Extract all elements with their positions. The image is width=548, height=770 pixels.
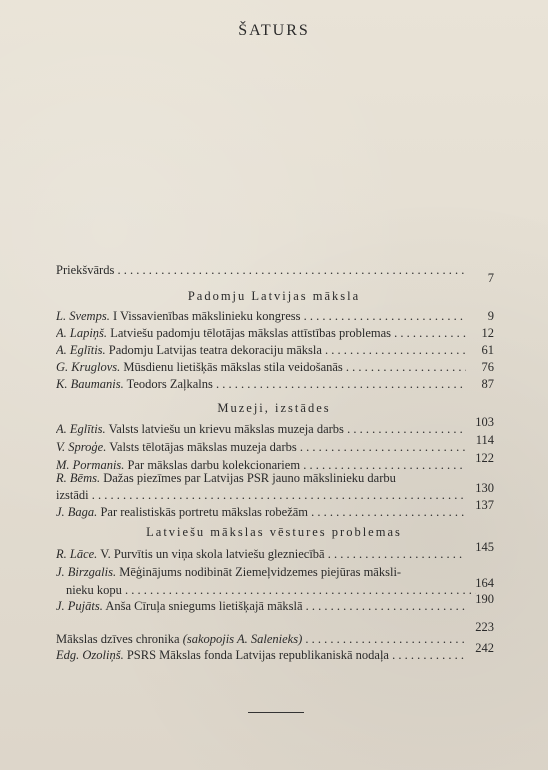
toc-entry-line xyxy=(56,564,401,580)
toc-entry-text xyxy=(56,359,466,375)
toc-entry-author: R. Lāce. xyxy=(56,547,98,561)
toc-entry-text xyxy=(56,582,476,598)
toc-entry-title: Par mākslas darbu kolekcionariem xyxy=(127,458,301,472)
toc-entry-text xyxy=(56,631,466,647)
toc-entry-author: K. Baumanis. xyxy=(56,377,124,391)
toc-page-number: 122 xyxy=(475,451,494,465)
toc-entry-text xyxy=(56,439,466,455)
toc-entry-author: G. Kruglovs. xyxy=(56,360,121,374)
toc-entry-author: R. Bēms. xyxy=(56,471,101,485)
toc-entry-title: Valsts latviešu un krievu mākslas muzeja darbs xyxy=(108,422,344,436)
toc-entry-text xyxy=(56,262,466,278)
toc-page-number: 9 xyxy=(487,309,494,323)
toc-entry-author: J. Birzgalis. xyxy=(56,565,117,579)
toc-entry xyxy=(56,592,494,614)
page-title: ŠATURS xyxy=(238,22,310,39)
toc-entry-text xyxy=(56,647,466,663)
toc-page-number: 61 xyxy=(481,343,494,357)
toc-page-number: 164 xyxy=(475,576,494,590)
toc-entry-title: Teodors Zaļkalns xyxy=(126,377,213,391)
toc-entry xyxy=(56,325,494,341)
toc-page-number: 190 xyxy=(475,592,494,606)
toc-page-number: 7 xyxy=(487,271,494,285)
section-heading: Muzeji, izstādes xyxy=(217,401,331,415)
toc-entry-title-continued: nieku kopu xyxy=(66,583,122,597)
toc-entry xyxy=(56,308,494,324)
toc-entry-note: (sakopojis A. Salenieks) xyxy=(182,632,303,646)
toc-entry xyxy=(56,620,494,647)
toc-entry-title: Mēģinājums nodibināt Ziemeļvidzemes piejūras māksli- xyxy=(119,565,402,579)
toc-entry-text xyxy=(56,598,466,614)
toc-entry-line xyxy=(56,470,396,486)
toc-entry-text xyxy=(56,308,466,324)
toc-entry-author: A. Lapiņš. xyxy=(56,326,108,340)
toc-entry-title-continued: izstādi xyxy=(56,488,89,502)
toc-entry-author: Edg. Ozoliņš. xyxy=(56,648,124,662)
toc-entry-title: Priekšvārds xyxy=(56,263,115,277)
toc-entry-title: Latviešu padomju tēlotājas mākslas attīstības problemas xyxy=(110,326,392,340)
toc-entry-title: PSRS Mākslas fonda Latvijas republikaniskā nodaļa xyxy=(126,648,389,662)
toc-entry-title: Padomju Latvijas teatra dekoraciju māksla xyxy=(108,343,322,357)
toc-entry-text xyxy=(56,421,466,437)
toc-entry-title: V. Purvītis un viņa skola latviešu glezniecībā xyxy=(100,547,325,561)
toc-entry xyxy=(56,498,494,520)
toc-entry-author: M. Pormanis. xyxy=(56,458,125,472)
toc-entry xyxy=(56,359,494,375)
toc-entry-title: Mākslas dzīves chronika xyxy=(56,632,180,646)
toc-entry xyxy=(56,342,494,358)
toc-entry-preface xyxy=(56,262,494,285)
toc-entry-title: Valsts tēlotājas mākslas muzeja darbs xyxy=(109,440,297,454)
toc-entry xyxy=(56,540,494,562)
toc-entry-text xyxy=(56,504,466,520)
toc-page-number: 12 xyxy=(481,326,494,340)
toc-entry xyxy=(56,641,494,663)
toc-entry-author: A. Eglītis. xyxy=(56,343,106,357)
toc-entry-text xyxy=(56,546,466,562)
toc-entry-title: Mūsdienu lietišķās mākslas stila veidošanās xyxy=(123,360,343,374)
toc-entry-author: J. Pujāts. xyxy=(56,599,103,613)
toc-entry-text xyxy=(56,342,466,358)
section-heading: Padomju Latvijas māksla xyxy=(187,289,361,303)
toc-entry-title: Par realistiskās portretu mākslas robežām xyxy=(100,505,309,519)
toc-page-number: 76 xyxy=(481,360,494,374)
toc-entry xyxy=(56,433,494,455)
toc-entry-author: V. Sproģe. xyxy=(56,440,107,454)
toc-entry-title: I Vissavienības mākslinieku kongress xyxy=(112,309,301,323)
toc-entry xyxy=(56,481,494,503)
toc-page-number: 145 xyxy=(475,540,494,554)
toc-entry-text xyxy=(56,376,466,392)
toc-page-number: 103 xyxy=(475,415,494,429)
toc-entry-text xyxy=(56,487,466,503)
toc-entry xyxy=(56,576,494,598)
toc-entry-text xyxy=(56,325,466,341)
section-heading: Latviešu mākslas vēstures problemas xyxy=(146,525,402,539)
toc-page-number: 114 xyxy=(475,433,494,447)
toc-page-number: 223 xyxy=(475,620,494,634)
toc-page-number: 242 xyxy=(475,641,494,655)
toc-entry xyxy=(56,415,494,437)
toc-page-number: 87 xyxy=(481,377,494,391)
toc-entry-author: L. Svemps. xyxy=(56,309,110,323)
toc-page-number: 130 xyxy=(475,481,494,495)
closing-rule xyxy=(248,712,304,713)
toc-entry-title: Dažas piezīmes par Latvijas PSR jauno mākslinieku darbu xyxy=(103,471,396,485)
toc-entry xyxy=(56,376,494,392)
toc-entry-author: A. Eglītis. xyxy=(56,422,106,436)
toc-entry-author: J. Baga. xyxy=(56,505,98,519)
toc-entry-title: Anša Cīruļa sniegums lietišķajā mākslā xyxy=(105,599,303,613)
toc-page-number: 137 xyxy=(475,498,494,512)
